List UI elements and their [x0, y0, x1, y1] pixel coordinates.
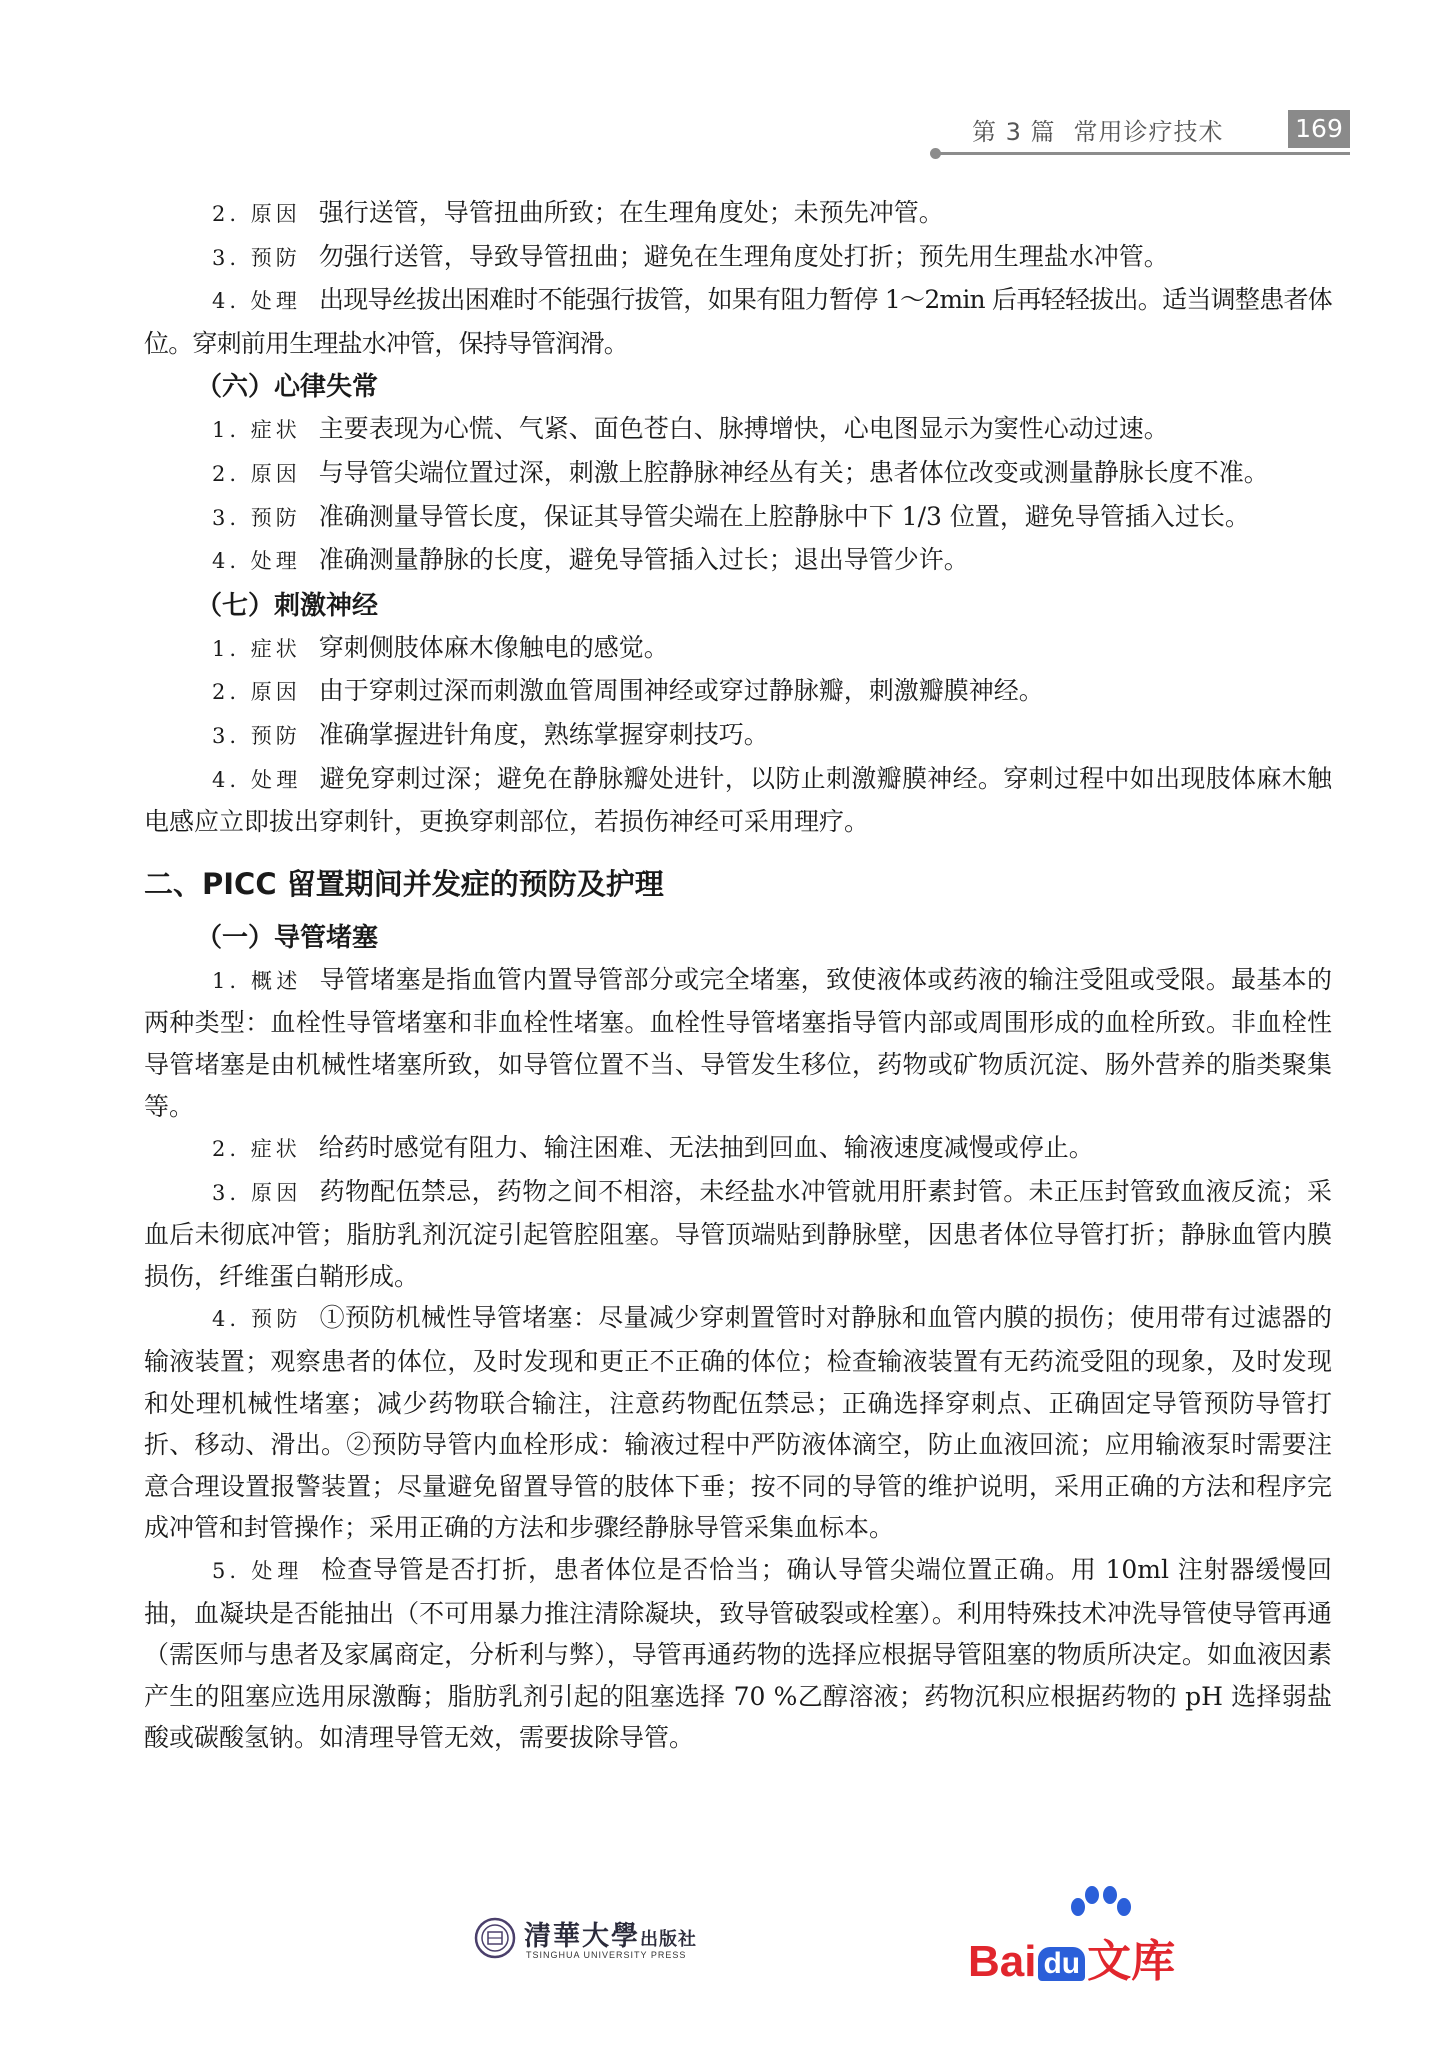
- paragraph: [144, 408, 1332, 452]
- item-text: 检查导管是否打折，患者体位是否恰当；确认导管尖端位置正确。用 10ml 注射器缓慢回抽，血凝块是否能抽出（不可用暴力推注清除凝块，致导管破裂或栓塞）。利用特殊技术冲洗导管使导管再通（需医师与患者及家属商定，分析利与弊），导管再通药物的选择应根据导管阻塞的物质所决定。如血液因素产生的阻塞应选用尿激酶；脂肪乳剂引起的阻塞选择 70 %乙醇溶液；药物沉积应根据药物的 pH 选择弱盐酸或碳酸氢钠。如清理导管无效，需要拔除导管。: [144, 1555, 1332, 1753]
- subsection-heading: （七）刺激神经: [196, 590, 379, 621]
- paragraph: [144, 670, 1332, 714]
- item-label: 5. 处理: [212, 1559, 304, 1584]
- item-label: 4. 预防: [212, 1307, 302, 1332]
- item-label: 1. 症状: [212, 418, 301, 443]
- item-label: 1. 概述: [212, 968, 302, 993]
- item-text: 与导管尖端位置过深，刺激上腔静脉神经丛有关；患者体位改变或测量静脉长度不准。: [318, 457, 1269, 487]
- item-label: 2. 原因: [212, 461, 301, 486]
- publisher-logo: [474, 1912, 724, 1968]
- paragraph: [144, 192, 1332, 236]
- item-text: 药物配伍禁忌，药物之间不相溶，未经盐水冲管就用肝素封管。未正压封管致血液反流；采血后未彻底冲管；脂肪乳剂沉淀引起管腔阻塞。导管顶端贴到静脉壁，因患者体位导管打折；静脉血管内膜损伤，纤维蛋白鞘形成。: [144, 1176, 1332, 1291]
- section-heading: 二、PICC 留置期间并发症的预防及护理: [144, 866, 664, 901]
- publisher-english-name: TSINGHUA UNIVERSITY PRESS: [526, 1950, 687, 1960]
- paragraph: [144, 1171, 1332, 1298]
- item-label: 3. 预防: [212, 245, 301, 270]
- item-label: 4. 处理: [212, 549, 301, 574]
- running-header: [930, 112, 1350, 162]
- item-text: 强行送管，导管扭曲所致；在生理角度处；未预先冲管。: [318, 198, 944, 227]
- paragraph: [144, 758, 1332, 843]
- watermark-text: Bai du 文库: [968, 1937, 1176, 1986]
- item-label: 3. 预防: [212, 505, 301, 530]
- item-text: 勿强行送管，导致导管扭曲；避免在生理角度处打折；预先用生理盐水冲管。: [318, 241, 1169, 271]
- header-rule: [938, 152, 1350, 155]
- paragraph: [144, 452, 1332, 496]
- baidu-wenku-watermark: [968, 1885, 1238, 1985]
- item-text: 出现导丝拔出困难时不能强行拔管，如果有阻力暂停 1～2min 后再轻轻拔出。适当调整患者体位。穿刺前用生理盐水冲管，保持导管润滑。: [144, 285, 1332, 358]
- paragraph: [144, 627, 1332, 671]
- watermark-du: du: [1038, 1947, 1085, 1981]
- publisher-name: 清華大學出版社: [524, 1921, 697, 1952]
- paragraph: [144, 959, 1332, 1127]
- paragraph: [144, 1549, 1332, 1759]
- item-label: 2. 症状: [212, 1137, 301, 1162]
- item-label: 3. 预防: [212, 723, 301, 748]
- paragraph: [144, 236, 1332, 280]
- page-number: 169: [1288, 110, 1350, 148]
- item-text: 准确测量导管长度，保证其导管尖端在上腔静脉中下 1/3 位置，避免导管插入过长。: [318, 501, 1250, 531]
- item-text: 主要表现为心慌、气紧、面色苍白、脉搏增快，心电图显示为窦性心动过速。: [318, 414, 1169, 444]
- subsection-heading: （一）导管堵塞: [196, 922, 379, 953]
- paw-icon: [1064, 1885, 1138, 1929]
- item-text: 由于穿刺过深而刺激血管周围神经或穿过静脉瓣，刺激瓣膜神经。: [318, 676, 1044, 706]
- publisher-emblem-icon: [474, 1914, 516, 1962]
- item-text: 准确测量静脉的长度，避免导管插入过长；退出导管少许。: [318, 545, 969, 575]
- item-label: 4. 处理: [212, 767, 302, 792]
- item-text: 准确掌握进针角度，熟练掌握穿刺技巧。: [318, 719, 769, 749]
- item-text: ①预防机械性导管堵塞：尽量减少穿刺置管时对静脉和血管内膜的损伤；使用带有过滤器的输液装置；观察患者的体位，及时发现和更正不正确的体位；检查输液装置有无药流受阻的现象，及时发现和处理机械性堵塞；减少药物联合输注，注意药物配伍禁忌；正确选择穿刺点、正确固定导管预防导管打折、移动、滑出。②预防导管内血栓形成：输液过程中严防液体滴空，防止血液回流；应用输液泵时需要注意合理设置报警装置；尽量避免留置导管的肢体下垂；按不同的导管的维护说明，采用正确的方法和程序完成冲管和封管操作；采用正确的方法和步骤经静脉导管采集血标本。: [144, 1303, 1332, 1543]
- header-text: [972, 112, 1224, 147]
- paragraph: [144, 539, 1332, 583]
- item-label: 1. 症状: [212, 636, 301, 661]
- subsection-heading: （六）心律失常: [196, 372, 379, 403]
- paragraph: [144, 714, 1332, 758]
- paragraph: [144, 496, 1332, 540]
- item-text: 避免穿刺过深；避免在静脉瓣处进针，以防止刺激瓣膜神经。穿刺过程中如出现肢体麻木触电感应立即拔出穿刺针，更换穿刺部位，若损伤神经可采用理疗。: [144, 763, 1332, 837]
- paragraph: [144, 1127, 1332, 1171]
- item-text: 导管堵塞是指血管内置导管部分或完全堵塞，致使液体或药液的输注受阻或受限。最基本的两种类型：血栓性导管堵塞和非血栓性堵塞。血栓性导管堵塞指导管内部或周围形成的血栓所致。非血栓性导管堵塞是由机械性堵塞所致，如导管位置不当、导管发生移位，药物或矿物质沉淀、肠外营养的脂类聚集等。: [144, 964, 1332, 1121]
- paragraph: [144, 279, 1332, 364]
- header-part: 第 3 篇: [972, 118, 1056, 146]
- paragraph: [144, 1297, 1332, 1549]
- item-label: 4. 处理: [212, 289, 301, 314]
- header-title: 常用诊疗技术: [1073, 118, 1224, 146]
- item-text: 给药时感觉有阻力、输注困难、无法抽到回血、输液速度减慢或停止。: [318, 1133, 1094, 1163]
- item-text: 穿刺侧肢体麻木像触电的感觉。: [318, 632, 669, 662]
- item-label: 2. 原因: [212, 680, 301, 705]
- item-label: 3. 原因: [212, 1180, 302, 1205]
- item-label: 2. 原因: [212, 202, 301, 226]
- page-body: [144, 192, 1332, 1759]
